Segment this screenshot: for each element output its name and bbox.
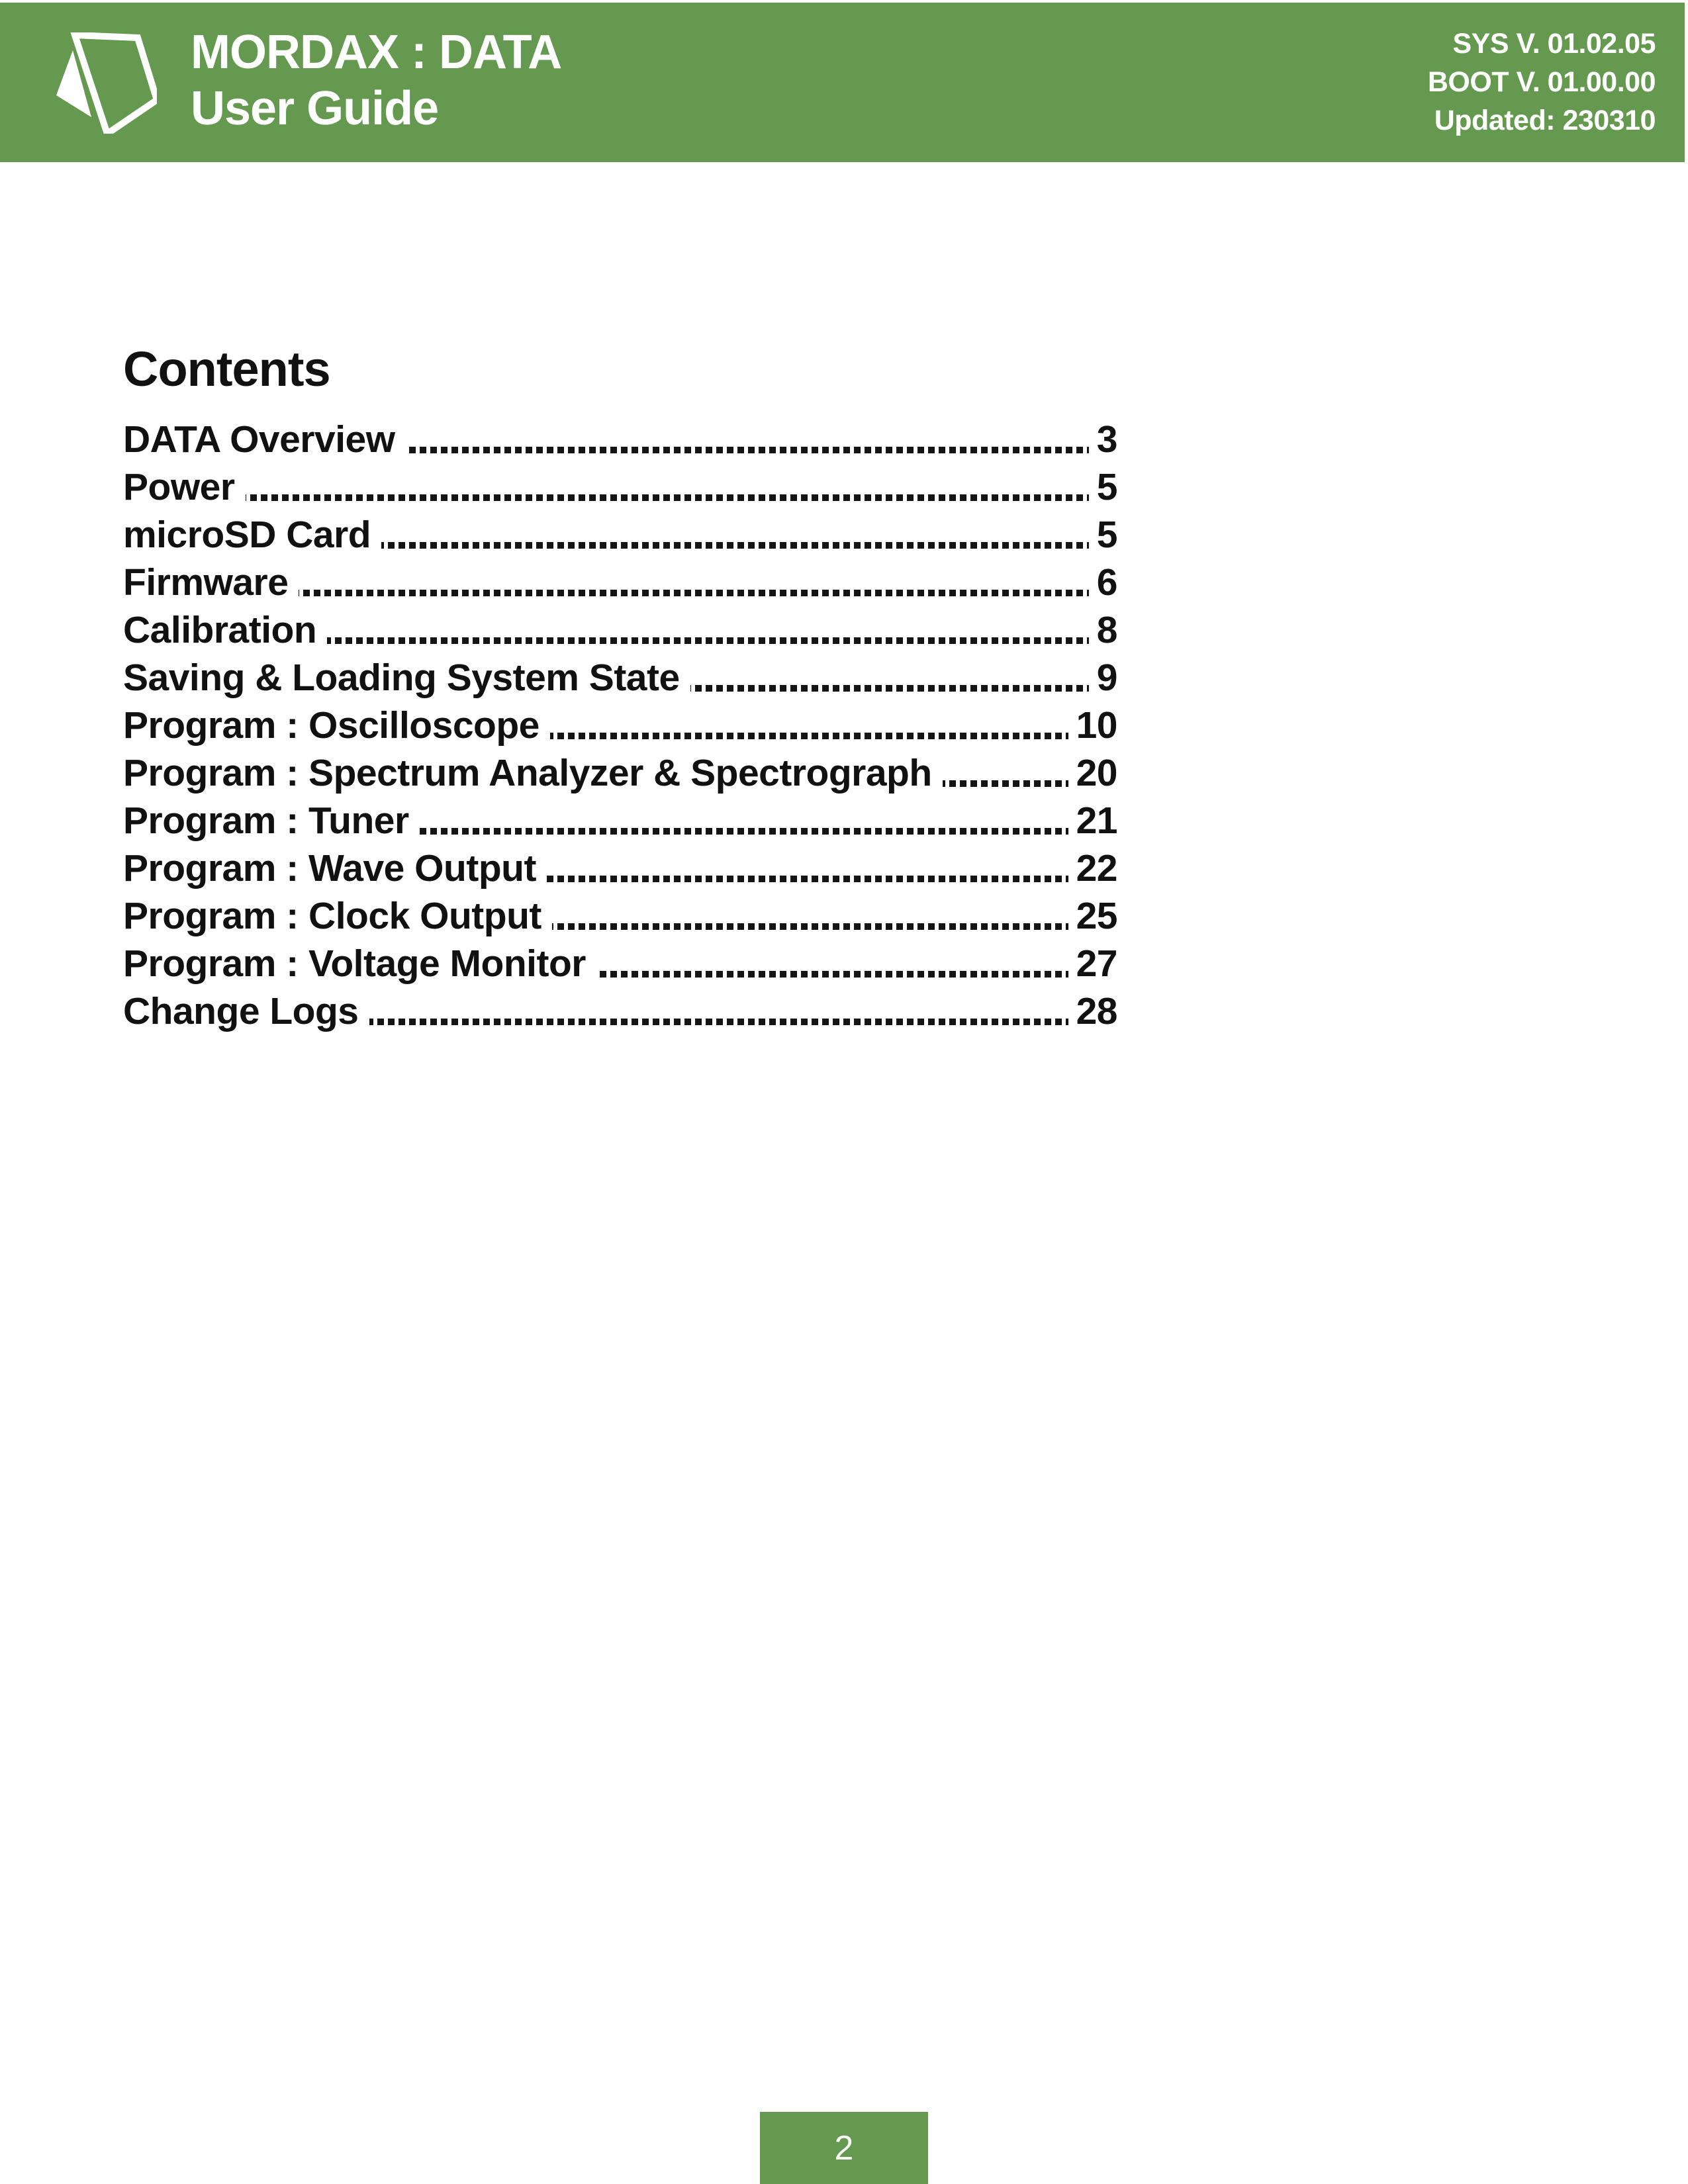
toc-entry[interactable] bbox=[123, 511, 1117, 559]
toc-entry-label: Saving & Loading System State bbox=[123, 654, 690, 702]
toc-entry[interactable] bbox=[123, 463, 1117, 511]
toc-entry-label: Program : Voltage Monitor bbox=[123, 940, 596, 987]
toc-entry-label: Program : Oscilloscope bbox=[123, 702, 550, 749]
toc-entry-page: 8 bbox=[1089, 606, 1117, 654]
toc-entry[interactable] bbox=[123, 559, 1117, 606]
sys-version: SYS V. 01.02.05 bbox=[1452, 28, 1656, 60]
page-number: 2 bbox=[834, 2128, 854, 2167]
updated-date: Updated: 230310 bbox=[1434, 105, 1656, 136]
toc-entry-label: Change Logs bbox=[123, 987, 369, 1035]
toc-entry-page: 5 bbox=[1089, 511, 1117, 559]
toc-entry-page: 27 bbox=[1068, 940, 1117, 987]
toc-entry[interactable] bbox=[123, 702, 1117, 749]
toc-entry-page: 5 bbox=[1089, 463, 1117, 511]
toc-entry[interactable] bbox=[123, 844, 1117, 892]
toc-entry[interactable] bbox=[123, 749, 1117, 797]
toc-entry-page: 25 bbox=[1068, 892, 1117, 940]
document-subtitle: User Guide bbox=[191, 82, 439, 135]
toc-entry-page: 3 bbox=[1089, 416, 1117, 463]
toc-entry-label: Calibration bbox=[123, 606, 327, 654]
toc-entry[interactable] bbox=[123, 940, 1117, 987]
table-of-contents bbox=[123, 416, 1117, 1035]
toc-entry-label: Program : Clock Output bbox=[123, 892, 552, 940]
toc-entry-page: 6 bbox=[1089, 559, 1117, 606]
product-title: MORDAX : DATA bbox=[191, 26, 562, 79]
toc-entry[interactable] bbox=[123, 892, 1117, 940]
toc-entry-page: 20 bbox=[1068, 749, 1117, 797]
toc-entry[interactable] bbox=[123, 797, 1117, 844]
toc-entry[interactable] bbox=[123, 416, 1117, 463]
toc-entry-label: microSD Card bbox=[123, 511, 381, 559]
toc-entry-label: DATA Overview bbox=[123, 416, 406, 463]
toc-entry-label: Program : Wave Output bbox=[123, 844, 547, 892]
toc-entry-label: Program : Tuner bbox=[123, 797, 420, 844]
toc-entry-label: Power bbox=[123, 463, 246, 511]
toc-entry[interactable] bbox=[123, 987, 1117, 1035]
document-title-block bbox=[191, 24, 561, 137]
toc-entry-page: 10 bbox=[1068, 702, 1117, 749]
contents-heading: Contents bbox=[123, 341, 330, 396]
toc-entry-label: Firmware bbox=[123, 559, 299, 606]
version-info bbox=[1428, 24, 1656, 140]
toc-entry-label: Program : Spectrum Analyzer & Spectrograph bbox=[123, 749, 943, 797]
mordax-logo-icon bbox=[56, 32, 157, 134]
boot-version: BOOT V. 01.00.00 bbox=[1427, 66, 1656, 98]
header-bar bbox=[0, 3, 1685, 162]
toc-entry-page: 21 bbox=[1068, 797, 1117, 844]
toc-entry-page: 9 bbox=[1089, 654, 1117, 702]
toc-entry-page: 22 bbox=[1068, 844, 1117, 892]
page-number-box bbox=[760, 2112, 928, 2184]
toc-entry-page: 28 bbox=[1068, 987, 1117, 1035]
toc-entry[interactable] bbox=[123, 654, 1117, 702]
toc-entry[interactable] bbox=[123, 606, 1117, 654]
